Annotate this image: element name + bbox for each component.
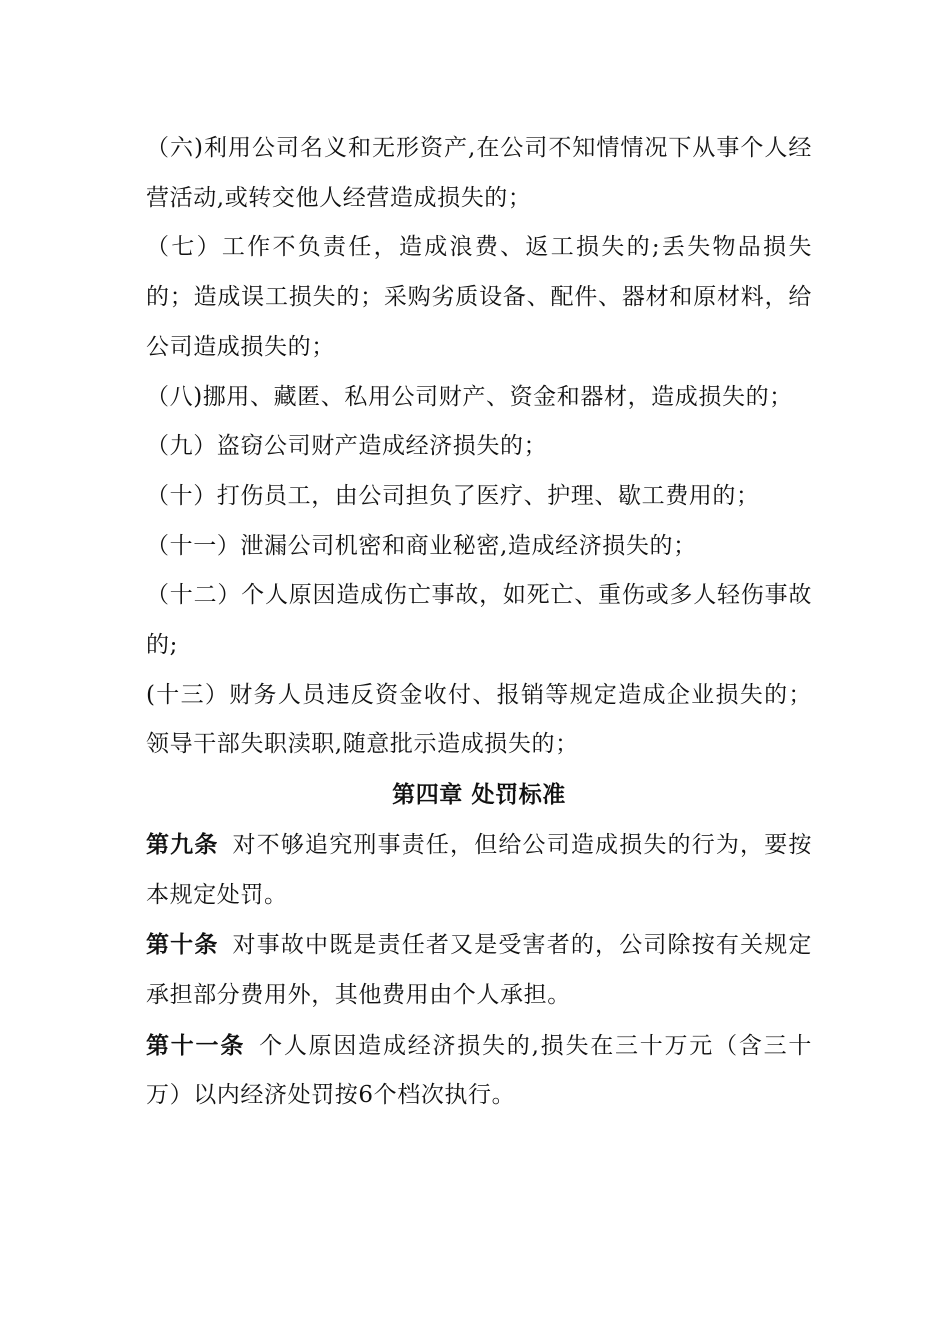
list-item-12: （十二）个人原因造成伤亡事故，如死亡、重伤或多人轻伤事故的; [146,582,812,659]
list-item-9: （九）盗窃公司财产造成经济损失的； [146,433,548,460]
list-item-13: (十三）财务人员违反资金收付、报销等规定造成企业损失的；领导干部失职渎职,随意批示造成损失的； [146,681,812,758]
list-item-11: （十一）泄漏公司机密和商业秘密,造成经济损失的； [146,532,697,559]
article-11 [146,1021,812,1121]
article-9 [146,820,812,920]
article-text: 个人原因造成经济损失的,损失在三十万元（含三十万）以内经济处罚按6个档次执行。 [146,1032,812,1109]
article-10 [146,920,812,1020]
article-label: 第十一条 [146,1031,246,1059]
list-item-6: （六)利用公司名义和无形资产,在公司不知情情况下从事个人经营活动,或转交他人经营造成损失的； [146,135,812,211]
chapter-title: 第四章 处罚标准 [392,781,566,809]
article-text: 对不够追究刑事责任，但给公司造成损失的行为，要按本规定处罚。 [146,831,812,908]
list-item-10: （十）打伤员工，由公司担负了医疗、护理、歇工费用的； [146,482,760,509]
article-label: 第九条 [146,830,219,858]
article-text: 对事故中既是责任者又是受害者的，公司除按有关规定承担部分费用外，其他费用由个人承担。 [146,932,812,1008]
article-label: 第十条 [146,931,219,959]
list-item-7: （七）工作不负责任，造成浪费、返工损失的;丢失物品损失的；造成误工损失的；采购劣质设备、配件、器材和原材料，给公司造成损失的； [146,234,812,360]
list-item-8: （八)挪用、藏匿、私用公司财产、资金和器材，造成损失的； [146,383,793,410]
document-page [146,124,812,1121]
